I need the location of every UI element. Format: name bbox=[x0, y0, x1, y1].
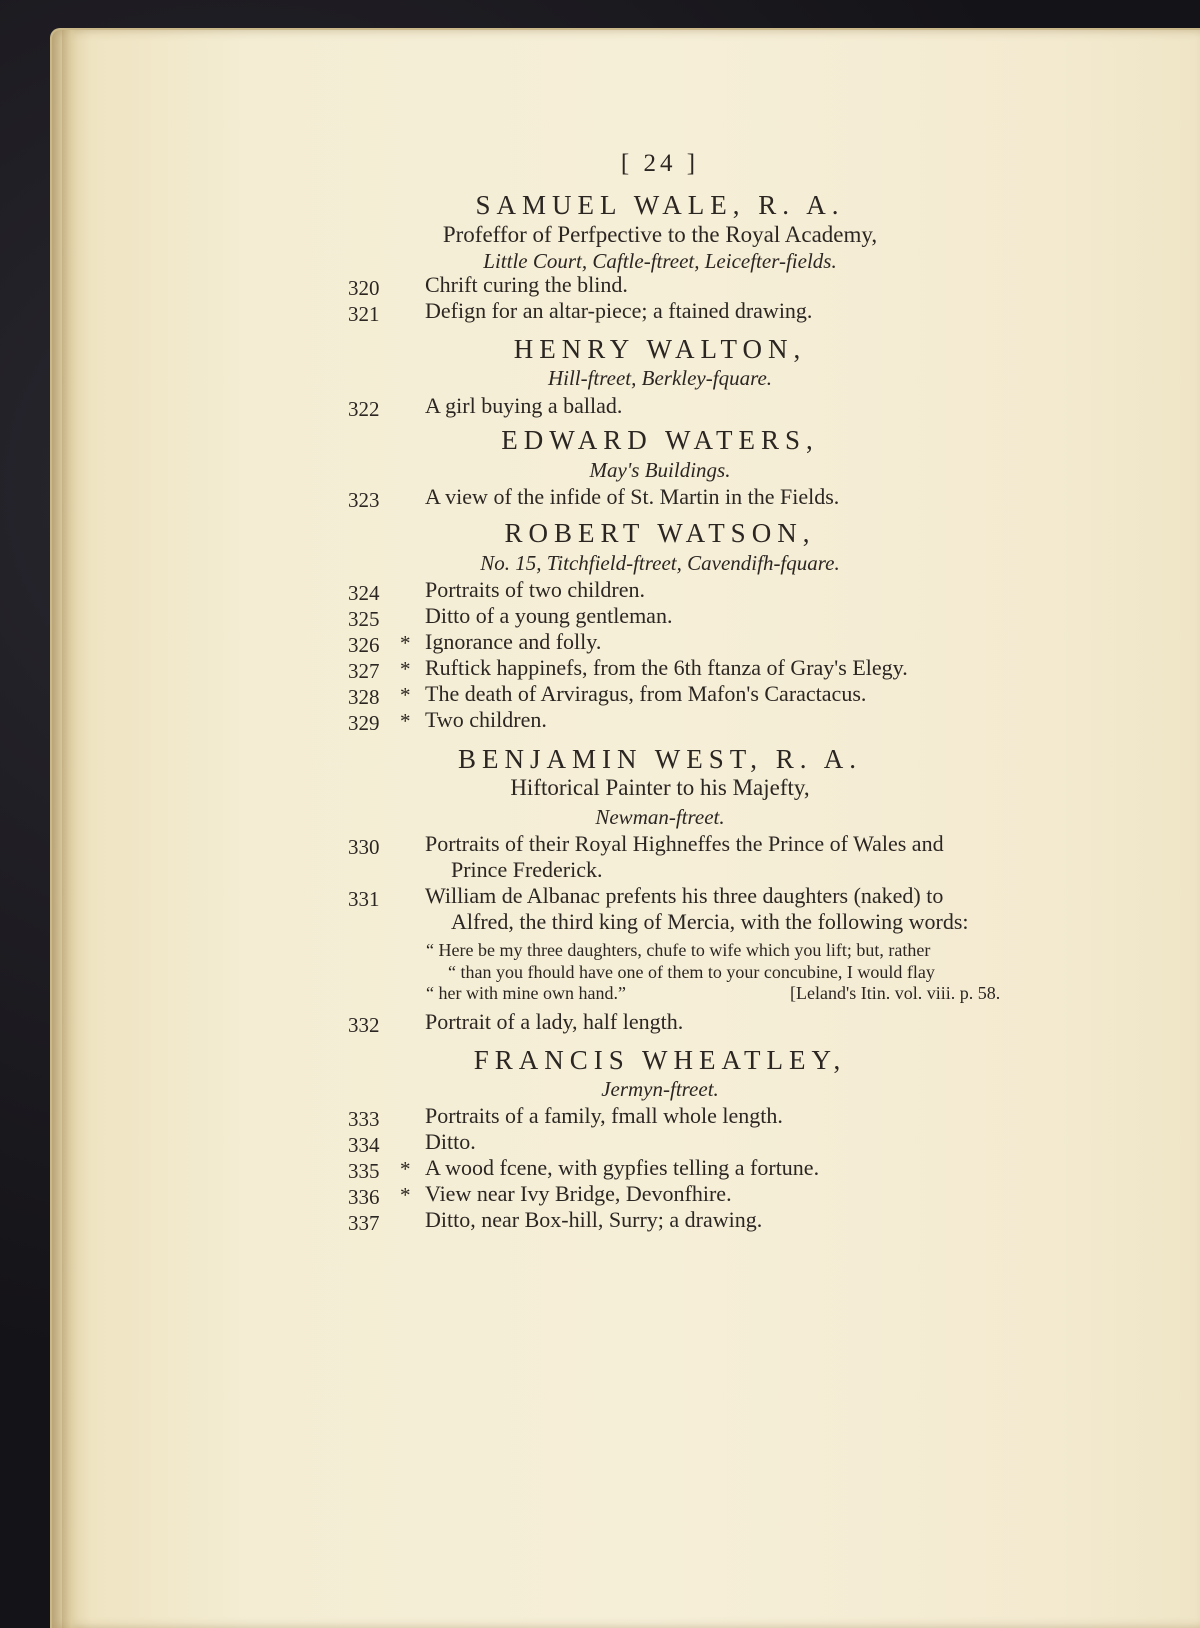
catalogue-entry: Ditto, near Box-hill, Surry; a drawing. bbox=[425, 1207, 763, 1232]
catalogue-number: 328 bbox=[348, 685, 380, 709]
catalogue-entry: A view of the infide of St. Martin in the Fields. bbox=[425, 484, 840, 509]
catalogue-number: 324 bbox=[348, 581, 380, 605]
new-work-asterisk: * bbox=[400, 1157, 411, 1181]
new-work-asterisk: * bbox=[400, 683, 411, 707]
catalogue-number: 327 bbox=[348, 659, 380, 683]
catalogue-number: 320 bbox=[348, 276, 380, 300]
catalogue-entry: Portraits of a family, fmall whole length. bbox=[425, 1103, 783, 1128]
catalogue-entry-continuation: Prince Frederick. bbox=[451, 857, 603, 882]
artist-name: EDWARD WATERS, bbox=[501, 425, 819, 455]
artist-name: BENJAMIN WEST, R. A. bbox=[457, 744, 862, 774]
artist-title: Profeffor of Perfpective to the Royal Academy, bbox=[442, 222, 878, 247]
quotation-line: “ than you fhould have one of them to your concubine, I would flay bbox=[448, 962, 935, 982]
catalogue-entry: The death of Arviragus, from Mafon's Caractacus. bbox=[425, 681, 867, 706]
catalogue-number: 322 bbox=[348, 397, 380, 421]
quotation-line: “ Here be my three daughters, chufe to wife which you lift; but, rather bbox=[426, 940, 931, 960]
artist-address: Hill-ftreet, Berkley-fquare. bbox=[547, 366, 773, 390]
catalogue-entry: View near Ivy Bridge, Devonfhire. bbox=[425, 1181, 732, 1206]
catalogue-number: 332 bbox=[348, 1013, 380, 1037]
quotation-line: “ her with mine own hand.” bbox=[426, 983, 626, 1003]
catalogue-number: 336 bbox=[348, 1185, 380, 1209]
catalogue-number: 333 bbox=[348, 1107, 380, 1131]
catalogue-entry: Portraits of two children. bbox=[425, 577, 645, 602]
catalogue-entry: Ditto. bbox=[425, 1129, 476, 1154]
new-work-asterisk: * bbox=[400, 1183, 411, 1207]
catalogue-entry: Ignorance and folly. bbox=[425, 629, 602, 654]
catalogue-entry: William de Albanac prefents his three daughters (naked) to bbox=[425, 883, 944, 908]
catalogue-entry: Portraits of their Royal Highneffes the Prince of Wales and bbox=[425, 831, 944, 856]
artist-address: Newman-ftreet. bbox=[595, 805, 725, 829]
catalogue-number: 326 bbox=[348, 633, 380, 657]
catalogue-number: 335 bbox=[348, 1159, 380, 1183]
catalogue-entry: Portrait of a lady, half length. bbox=[425, 1009, 684, 1034]
catalogue-number: 330 bbox=[348, 835, 380, 859]
artist-name: ROBERT WATSON, bbox=[504, 518, 816, 548]
catalogue-number: 337 bbox=[348, 1211, 380, 1235]
new-work-asterisk: * bbox=[400, 657, 411, 681]
catalogue-number: 334 bbox=[348, 1133, 380, 1157]
page-number: [ 24 ] bbox=[620, 150, 700, 177]
catalogue-entry-continuation: Alfred, the third king of Mercia, with the following words: bbox=[451, 909, 969, 934]
catalogue-number: 321 bbox=[348, 302, 380, 326]
catalogue-number: 329 bbox=[348, 711, 380, 735]
quotation-source: [Leland's Itin. vol. viii. p. 58. bbox=[790, 983, 1001, 1003]
artist-name: FRANCIS WHEATLEY, bbox=[473, 1045, 847, 1075]
catalogue-entry: A wood fcene, with gypfies telling a fortune. bbox=[425, 1155, 820, 1180]
artist-address: Jermyn-ftreet. bbox=[601, 1077, 719, 1101]
new-work-asterisk: * bbox=[400, 631, 411, 655]
catalogue-number: 331 bbox=[348, 887, 380, 911]
catalogue-entry: Ruftick happinefs, from the 6th ftanza of Gray's Elegy. bbox=[425, 655, 908, 680]
catalogue-entry: Defign for an altar-piece; a ftained drawing. bbox=[425, 298, 813, 323]
catalogue-entry: A girl buying a ballad. bbox=[425, 393, 623, 418]
artist-name: HENRY WALTON, bbox=[513, 334, 807, 364]
artist-address: Little Court, Caftle-ftreet, Leicefter-fields. bbox=[483, 249, 837, 273]
artist-title: Hiftorical Painter to his Majefty, bbox=[510, 775, 810, 800]
artist-address: May's Buildings. bbox=[589, 458, 731, 482]
artist-name: SAMUEL WALE, R. A. bbox=[475, 190, 845, 220]
catalogue-number: 323 bbox=[348, 488, 380, 512]
catalogue-entry: Ditto of a young gentleman. bbox=[425, 603, 673, 628]
new-work-asterisk: * bbox=[400, 709, 411, 733]
catalogue-entry: Chrift curing the blind. bbox=[425, 272, 628, 297]
catalogue-entry: Two children. bbox=[425, 707, 547, 732]
catalogue-number: 325 bbox=[348, 607, 380, 631]
artist-address: No. 15, Titchfield-ftreet, Cavendifh-fquare. bbox=[480, 551, 840, 575]
